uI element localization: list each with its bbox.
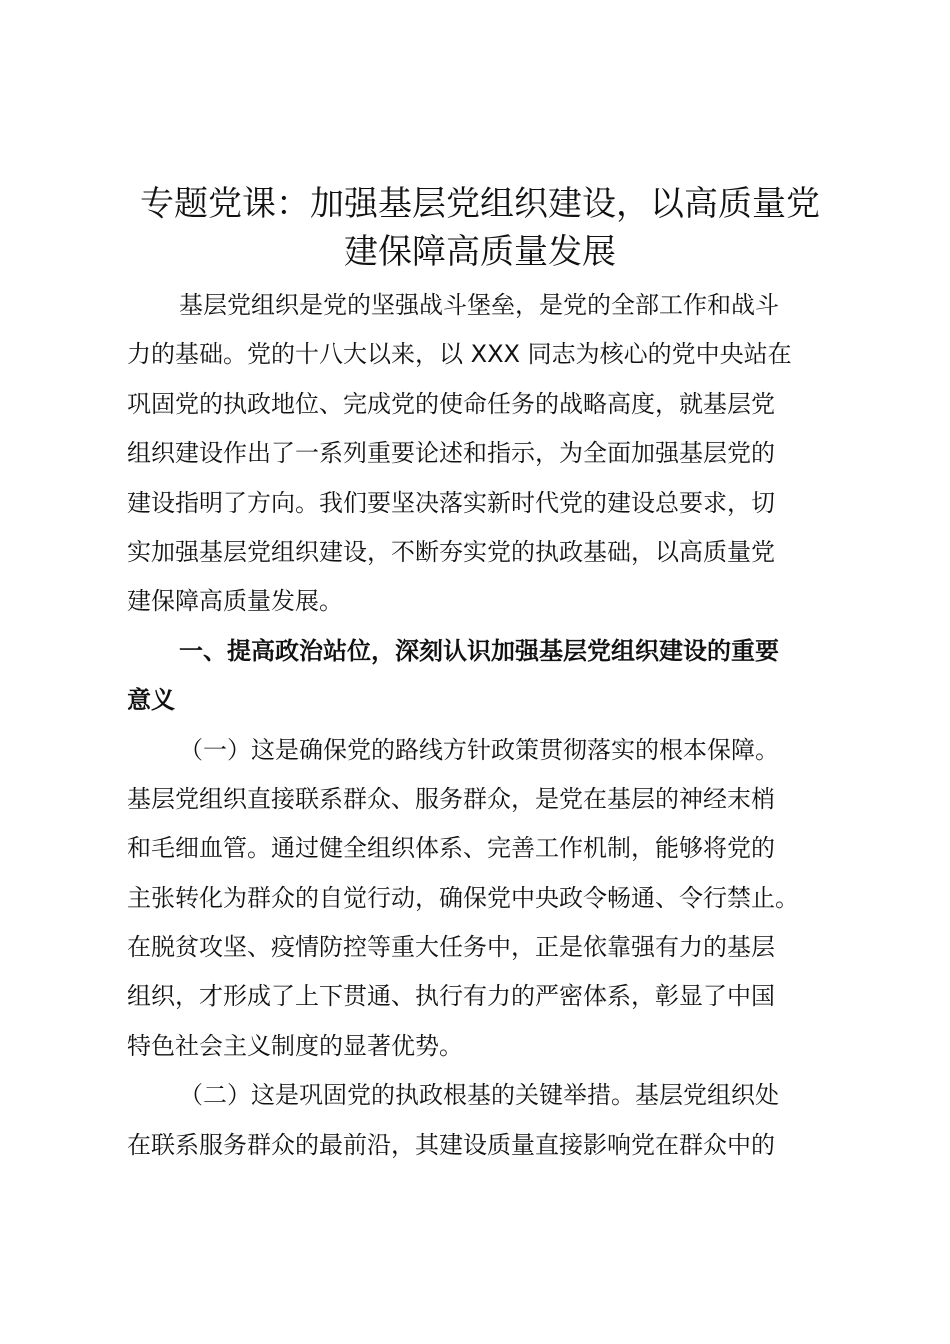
subsection-1-line: 基层党组织直接联系群众、服务群众，是党在基层的神经末梢 xyxy=(127,784,775,813)
subsection-1-line: 主张转化为群众的自觉行动，确保党中央政令畅通、令行禁止。 xyxy=(127,883,799,912)
subsection-1-line: 在脱贫攻坚、疫情防控等重大任务中，正是依靠强有力的基层 xyxy=(127,933,775,962)
paragraph-intro-line: 基层党组织是党的坚强战斗堡垒，是党的全部工作和战斗 xyxy=(179,291,779,319)
subsection-2-line: （二）这是巩固党的执政根基的关键举措。基层党组织处 xyxy=(179,1081,779,1110)
title-line-2: 建保障高质量发展 xyxy=(344,232,616,272)
subsection-1-line: 和毛细血管。通过健全组织体系、完善工作机制，能够将党的 xyxy=(127,834,775,863)
document-title xyxy=(115,180,845,276)
paragraph-intro-line: 实加强基层党组织建设，不断夯实党的执政基础，以高质量党 xyxy=(127,537,775,566)
subsection-1-line: 组织，才形成了上下贯通、执行有力的严密体系，彰显了中国 xyxy=(127,982,775,1011)
paragraph-intro-line: 力的基础。党的十八大以来，以 XXX 同志为核心的党中央站在 xyxy=(127,340,792,369)
section-heading-line: 意义 xyxy=(127,686,175,715)
subsection-1-line: （一）这是确保党的路线方针政策贯彻落实的根本保障。 xyxy=(179,735,779,764)
paragraph-intro-line: 建保障高质量发展。 xyxy=(127,587,343,616)
subsection-1-line: 特色社会主义制度的显著优势。 xyxy=(127,1031,463,1060)
document-body xyxy=(127,281,839,1170)
paragraph-intro-line: 建设指明了方向。我们要坚决落实新时代党的建设总要求，切 xyxy=(127,488,775,517)
paragraph-intro-line: 组织建设作出了一系列重要论述和指示，为全面加强基层党的 xyxy=(127,439,775,468)
section-heading-line: 一、提高政治站位，深刻认识加强基层党组织建设的重要 xyxy=(179,636,779,665)
paragraph-intro-line: 巩固党的执政地位、完成党的使命任务的战略高度，就基层党 xyxy=(127,389,775,418)
subsection-2-line: 在联系服务群众的最前沿，其建设质量直接影响党在群众中的 xyxy=(127,1130,775,1159)
title-line-1: 专题党课：加强基层党组织建设，以高质量党 xyxy=(140,184,820,224)
